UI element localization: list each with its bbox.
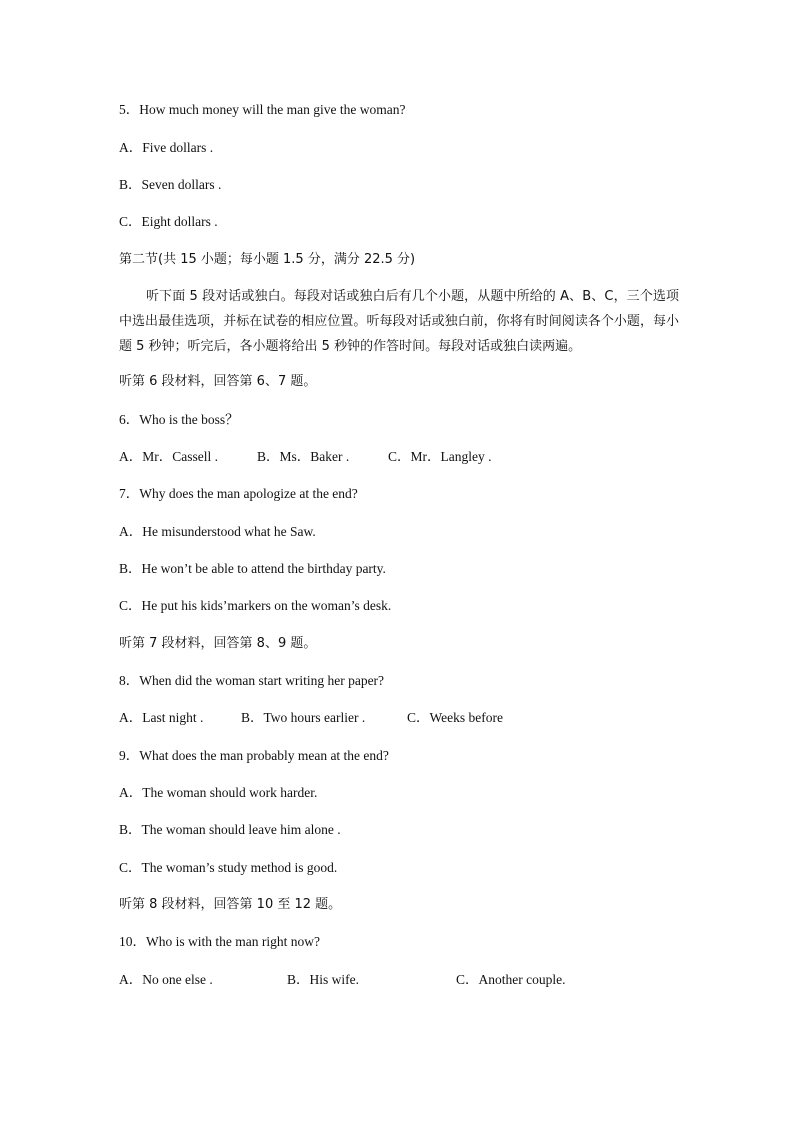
material7-intro: 听第 7 段材料，回答第 8、9 题。 <box>119 636 317 651</box>
q7-option-c: C．He put his kids’markers on the woman’s desk. <box>119 598 392 613</box>
q10-option-b: B．His wife. <box>287 972 359 987</box>
q8-option-a: A．Last night . <box>119 710 204 725</box>
q9-option-c: C．The woman’s study method is good. <box>119 860 338 875</box>
q10-option-c: C．Another couple. <box>456 972 566 987</box>
q10-option-a: A．No one else . <box>119 972 213 987</box>
q6-option-a: A．Mr．Cassell . <box>119 449 218 464</box>
q8-option-c: C．Weeks before <box>407 710 504 725</box>
q6-options <box>119 448 492 466</box>
q8-options <box>119 709 503 727</box>
q5-question: 5．How much money will the man give the woman? <box>119 102 406 117</box>
q7-option-b: B．He won’t be able to attend the birthday party. <box>119 561 386 576</box>
q10-question: 10．Who is with the man right now? <box>119 934 320 949</box>
q9-option-b: B．The woman should leave him alone . <box>119 822 341 837</box>
q6-question: 6．Who is the boss？ <box>119 412 239 427</box>
q8-question: 8．When did the woman start writing her paper? <box>119 673 385 688</box>
q5-option-b: B．Seven dollars . <box>119 177 222 192</box>
q9-question: 9．What does the man probably mean at the end? <box>119 748 389 763</box>
q5-option-a: A．Five dollars . <box>119 140 214 155</box>
q9-option-a: A．The woman should work harder. <box>119 785 318 800</box>
q6-option-c: C．Mr．Langley . <box>388 449 492 464</box>
q10-options <box>119 971 565 989</box>
q6-option-b: B．Ms．Baker . <box>257 449 350 464</box>
q5-option-c: C．Eight dollars . <box>119 214 218 229</box>
material6-intro: 听第 6 段材料，回答第 6、7 题。 <box>119 374 317 389</box>
q7-question: 7．Why does the man apologize at the end? <box>119 486 358 501</box>
section2-heading: 第二节(共 15 小题；每小题 1.5 分，满分 22.5 分) <box>119 252 416 267</box>
material8-intro: 听第 8 段材料，回答第 10 至 12 题。 <box>119 897 342 912</box>
q8-option-b: B．Two hours earlier . <box>241 710 366 725</box>
section2-instructions: 听下面 5 段对话或独白。每段对话或独白后有几个小题，从题中所给的 A、B、C，三个选项中选出最佳选项，并标在试卷的相应位置。听每段对话或独白前，你将有时间阅读各个小题，每小题 5 秒钟；听完后，各小题将给出 5 秒钟的作答时间。每段对话或独白读两遍。 <box>119 289 679 354</box>
q7-option-a: A．He misunderstood what he Saw. <box>119 524 316 539</box>
